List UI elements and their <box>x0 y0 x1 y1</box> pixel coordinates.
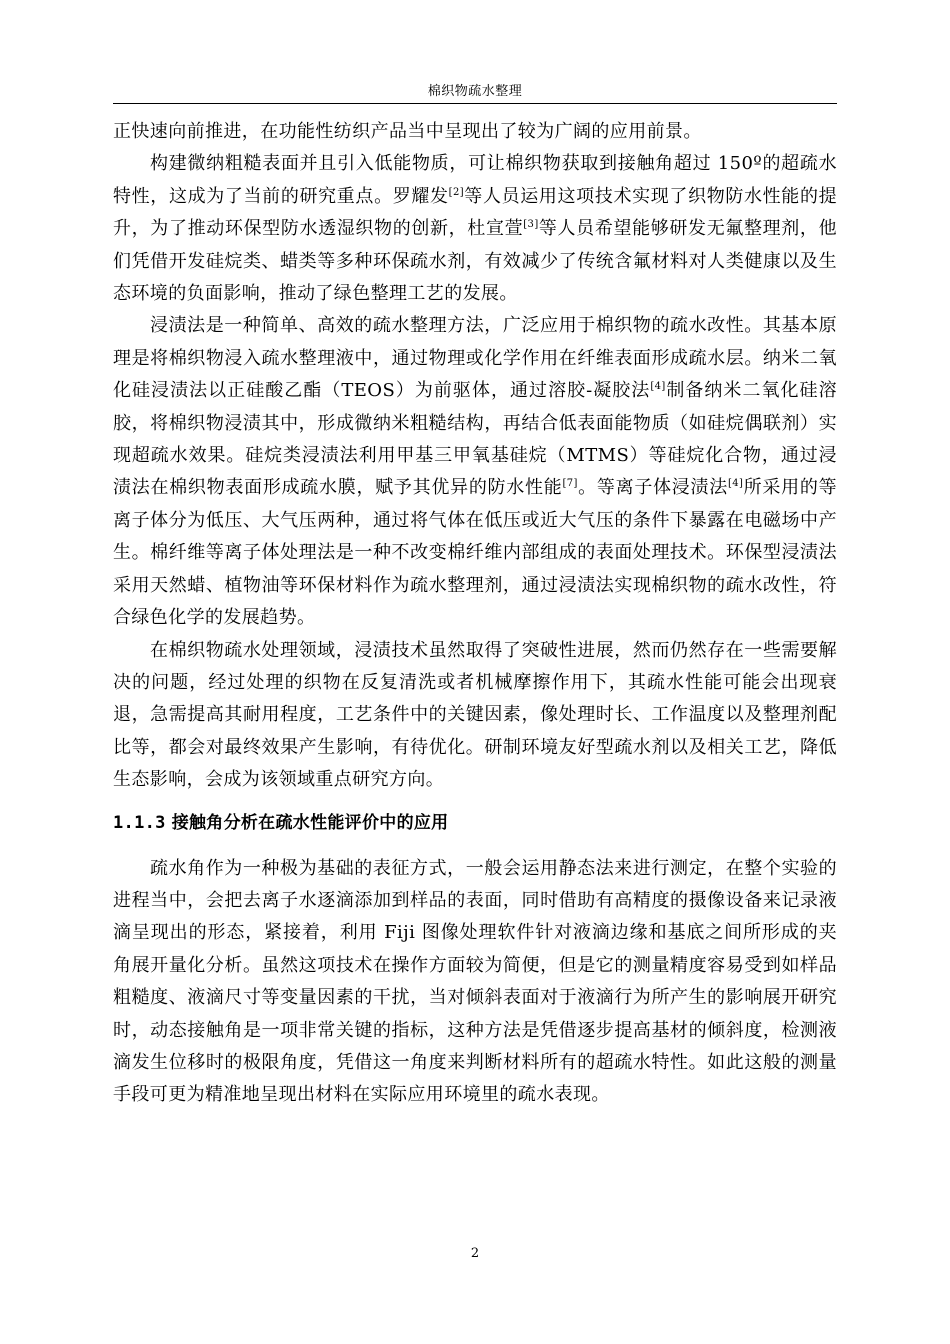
paragraph-dip-coating <box>113 310 837 634</box>
section-number: 1.1.3 <box>113 812 166 833</box>
paragraph-contact-angle: 疏水角作为一种极为基础的表征方式，一般会运用静态法来进行测定，在整个实验的进程当中，会把去离子水逐滴添加到样品的表面，同时借助有高精度的摄像设备来记录液滴呈现出的形态，紧接着，利用 Fiji 图像处理软件针对液滴边缘和基底之间所形成的夹角展开量化分析。虽然这项技术在操作方面较为简便，但是它的测量精度容易受到如样品粗糙度、液滴尺寸等变量因素的干扰，当对倾斜表面对于液滴行为所产生的影响展开研究时，动态接触角是一项非常关键的指标，这种方法是凭借逐步提高基材的倾斜度，检测液滴发生位移时的极限角度，凭借这一角度来判断材料所有的超疏水特性。如此这般的测量手段可更为精准地呈现出材料在实际应用环境里的疏水表现。 <box>113 857 837 1106</box>
paragraph-continuation: 正快速向前推进，在功能性纺织产品当中呈现出了较为广阔的应用前景。 <box>113 121 702 142</box>
paragraph-text: 制备纳米二氧化硅溶胶，将棉织物浸渍其中，形成微纳米粗糙结构，再结合低表面能物质（如硅烷偶联剂）实现超疏水效果。硅烷类浸渍法利用甲基三甲氧基硅烷（MTMS）等硅烷化合物，通过浸渍法在棉织物表面形成疏水膜，赋予其优异的防水性能 <box>113 380 837 499</box>
section-title: 接触角分析在疏水性能评价中的应用 <box>171 812 449 833</box>
paragraph-text: 等人员希望能够研发无氟整理剂，他们凭借开发硅烷类、蜡类等多种环保疏水剂，有效减少了传统含氟材料对人类健康以及生态环境的负面影响，推动了绿色整理工艺的发展。 <box>113 218 837 305</box>
paragraph-superhydrophobic <box>113 148 837 310</box>
paragraph-challenges: 在棉织物疏水处理领域，浸渍技术虽然取得了突破性进展，然而仍然存在一些需要解决的问题，经过处理的织物在反复清洗或者机械摩擦作用下，其疏水性能可能会出现衰退，急需提高其耐用程度，工艺条件中的关键因素，像处理时长、工作温度以及整理剂配比等，都会对最终效果产生影响，有待优化。研制环境友好型疏水剂以及相关工艺，降低生态影响，会成为该领域重点研究方向。 <box>113 639 837 791</box>
section-heading <box>113 807 837 839</box>
citation-ref: [4] <box>650 381 666 393</box>
paragraph-text: 所采用的等离子体分为低压、大气压两种，通过将气体在低压或近大气压的条件下暴露在电磁场中产生。棉纤维等离子体处理法是一种不改变棉纤维内部组成的表面处理技术。环保型浸渍法采用天然蜡、植物油等环保材料作为疏水整理剂，通过浸渍法实现棉织物的疏水改性，符合绿色化学的发展趋势。 <box>113 477 837 629</box>
paragraph-text: 。等离子体浸渍法 <box>577 477 728 499</box>
citation-ref: [7] <box>562 478 578 490</box>
paragraph-text: 构建微纳粗糙表面并且引入低能物质，可让棉织物获取到接触角超过 150º的超疏水特性，这成为了当前的研究重点。罗耀发 <box>113 153 837 207</box>
running-header: 棉织物疏水整理 <box>427 84 523 99</box>
paragraph-text: 浸渍法是一种简单、高效的疏水整理方法，广泛应用于棉织物的疏水改性。其基本原理是将棉织物浸入疏水整理液中，通过物理或化学作用在纤维表面形成疏水层。纳米二氧化硅浸渍法以正硅酸乙酯（TEOS）为前驱体，通过溶胶-凝胶法 <box>113 315 837 402</box>
paragraph-text: 等人员运用这项技术实现了织物防水性能的提升，为了推动环保型防水透湿织物的创新，杜宣萱 <box>113 185 838 240</box>
header-rule <box>113 103 837 104</box>
citation-ref: [4] <box>727 478 744 490</box>
page-body <box>113 116 837 1112</box>
page-number: 2 <box>470 1246 480 1261</box>
citation-ref: [2] <box>448 186 465 198</box>
citation-ref: [3] <box>523 219 539 231</box>
